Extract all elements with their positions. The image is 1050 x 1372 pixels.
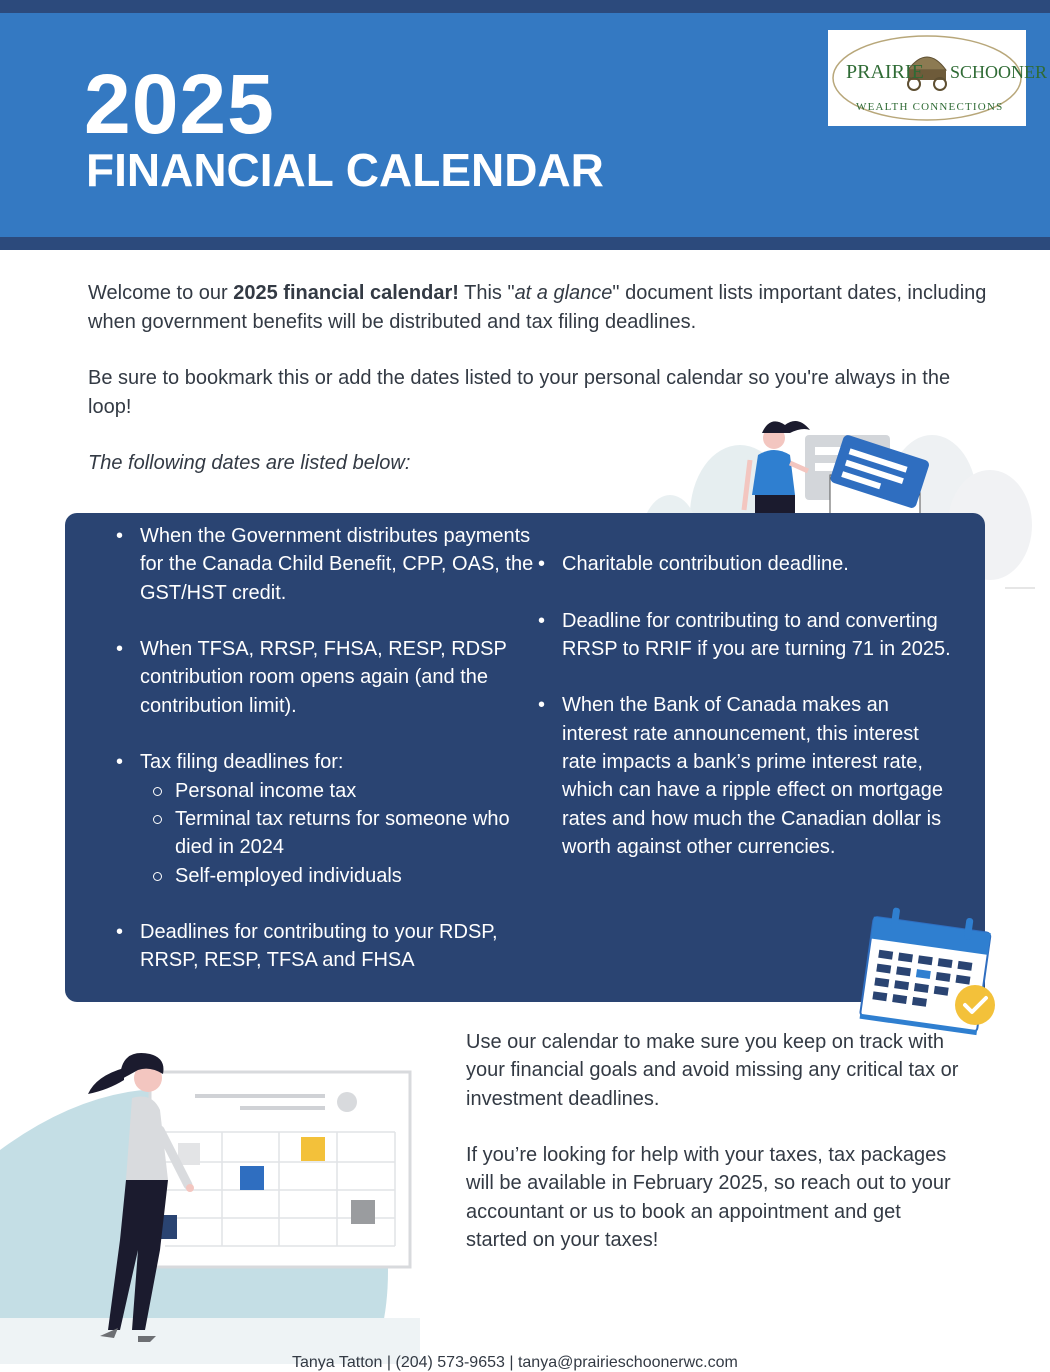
- list-item: • Deadlines for contributing to your RDSP, RRSP, RESP, TFSA and FHSA: [140, 918, 540, 975]
- list-item: • When TFSA, RRSP, FHSA, RESP, RDSP contribution room opens again (and the contribution limit).: [140, 635, 540, 720]
- sub-list-item: Terminal tax returns for someone who died in 2024: [175, 805, 540, 862]
- intro-paragraph-2: Be sure to bookmark this or add the dates listed to your personal calendar so you're always in the loop!: [88, 367, 951, 418]
- company-logo: [828, 30, 1048, 126]
- footer-contact: Tanya Tatton | (204) 573-9653 | tanya@prairieschoonerwc.com: [292, 1354, 738, 1371]
- intro-paragraph-3: The following dates are listed below:: [88, 452, 411, 474]
- calendar-check-icon: [855, 905, 1005, 1040]
- list-item: • Deadline for contributing to and converting RRSP to RRIF if you are turning 71 in 2025.: [562, 607, 952, 664]
- header-bottom-rule: [0, 237, 1050, 250]
- highlights-box: [65, 513, 985, 1002]
- outro-paragraph-2: If you’re looking for help with your taxes, tax packages will be available in February 2025, so reach out to your accountant or us to book an appointment and get started on your taxes!: [466, 1144, 951, 1252]
- sub-list-item: Personal income tax: [175, 777, 540, 805]
- outro-paragraph-1: Use our calendar to make sure you keep on track with your financial goals and avoid missing any critical tax or investment deadlines.: [466, 1031, 959, 1110]
- list-item: • When the Government distributes payments for the Canada Child Benefit, CPP, OAS, the GST/HST credit.: [140, 522, 540, 607]
- header-top-rule: [0, 0, 1050, 13]
- list-item: • Tax filing deadlines for: Personal income tax Terminal tax returns for someone who died in 2024 Self-employed individuals: [140, 748, 540, 889]
- logo-text-schooner: SCHOONER: [950, 62, 1048, 82]
- outro-text: [466, 1028, 966, 1254]
- list-item: • When the Bank of Canada makes an interest rate announcement, this interest rate impacts a bank’s prime interest rate, which can have a ripple effect on mortgage rates and how much the Canadian dollar is worth against other currencies.: [562, 691, 952, 861]
- intro-paragraph-1: Welcome to our 2025 financial calendar! This "at a glance" document lists important dates, including when government benefits will be distributed and tax filing deadlines.: [88, 282, 987, 333]
- logo-text-prairie: PRAIRIE: [846, 61, 924, 83]
- page-year: 2025: [84, 57, 275, 151]
- page-title: FINANCIAL CALENDAR: [86, 144, 604, 196]
- highlights-right-column: [562, 550, 952, 890]
- list-item: • Charitable contribution deadline.: [562, 550, 952, 578]
- woman-calendar-board-illustration: [0, 1040, 420, 1364]
- sub-list-item: Self-employed individuals: [175, 862, 540, 890]
- logo-text-wealth: WEALTH CONNECTIONS: [856, 101, 1004, 113]
- highlights-left-column: [140, 522, 540, 1003]
